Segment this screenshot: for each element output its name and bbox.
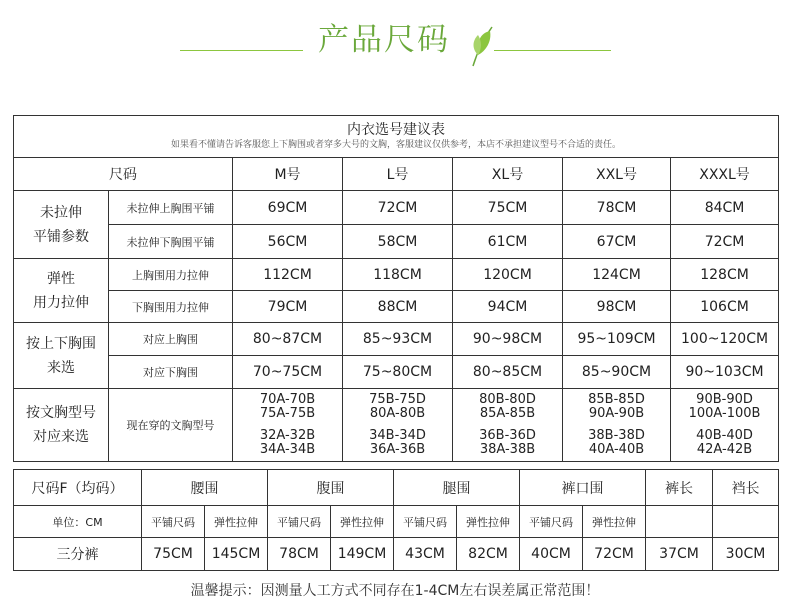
leaf-icon (468, 25, 496, 69)
row-label: 下胸围用力拉伸 (109, 291, 233, 323)
table-cell: 80B-80D 85A-85B 36B-36D 38A-38B (453, 389, 563, 462)
size-col-l: L号 (343, 158, 453, 191)
table-row (14, 259, 779, 291)
size-col-xl: XL号 (453, 158, 563, 191)
page-header (0, 0, 790, 95)
table-cell: 72CM (583, 538, 646, 571)
table-row (14, 191, 779, 225)
table-cell: 70A-70B 75A-75B 32A-32B 34A-34B (233, 389, 343, 462)
table-cell: 94CM (453, 291, 563, 323)
table-cell: 78CM (563, 191, 671, 225)
table-cell: 95~109CM (563, 323, 671, 356)
size-header: 尺码 (14, 158, 233, 191)
sub-label: 弹性拉伸 (457, 506, 520, 538)
table-cell: 80~85CM (453, 356, 563, 389)
table-cell: 85~93CM (343, 323, 453, 356)
row-label: 未拉伸下胸围平铺 (109, 225, 233, 259)
table-cell: 90~98CM (453, 323, 563, 356)
table-cell: 75CM (142, 538, 205, 571)
size-col-xxl: XXL号 (563, 158, 671, 191)
group-label: 按上下胸围 来选 (14, 323, 109, 389)
row-label: 未拉伸上胸围平铺 (109, 191, 233, 225)
table-cell: 98CM (563, 291, 671, 323)
bra-table-heading (14, 116, 779, 158)
table-row (14, 389, 779, 462)
sub-label: 平铺尺码 (142, 506, 205, 538)
table-row (14, 291, 779, 323)
pants-size-table (13, 469, 779, 571)
bra-size-table (13, 115, 779, 462)
size-col-xxxl: XXXL号 (671, 158, 779, 191)
table-cell: 85~90CM (563, 356, 671, 389)
table-cell: 84CM (671, 191, 779, 225)
measurement-note: 温馨提示：因测量人工方式不同存在1-4CM左右误差属正常范围！ (190, 583, 600, 599)
table-cell: 30CM (713, 538, 779, 571)
table-cell: 37CM (646, 538, 713, 571)
table-row (14, 225, 779, 259)
table-row (14, 356, 779, 389)
sub-label: 平铺尺码 (268, 506, 331, 538)
table-cell: 112CM (233, 259, 343, 291)
col-rise: 裆长 (713, 470, 779, 506)
table-cell: 78CM (268, 538, 331, 571)
sub-label: 弹性拉伸 (331, 506, 394, 538)
size-col-m: M号 (233, 158, 343, 191)
sub-label: 平铺尺码 (394, 506, 457, 538)
table-cell: 88CM (343, 291, 453, 323)
row-label: 上胸围用力拉伸 (109, 259, 233, 291)
table-cell: 145CM (205, 538, 268, 571)
table-cell: 80~87CM (233, 323, 343, 356)
table-cell: 70~75CM (233, 356, 343, 389)
bra-table-title: 内衣选号建议表 (347, 122, 446, 138)
empty-cell (646, 506, 713, 538)
sub-label: 平铺尺码 (520, 506, 583, 538)
row-label: 对应上胸围 (109, 323, 233, 356)
group-label: 按文胸型号 对应来选 (14, 389, 109, 462)
table-cell: 120CM (453, 259, 563, 291)
pants-size-header: 尺码F（均码） (14, 470, 142, 506)
header-left-rule (180, 50, 303, 51)
empty-cell (713, 506, 779, 538)
table-cell: 118CM (343, 259, 453, 291)
table-cell: 40CM (520, 538, 583, 571)
bra-table-subtitle: 如果看不懂请告诉客服您上下胸围或者穿多大号的文胸，客服建议仅供参考，本店不承担建议型号不合适的责任。 (171, 140, 622, 150)
table-cell: 67CM (563, 225, 671, 259)
table-cell: 106CM (671, 291, 779, 323)
table-cell: 124CM (563, 259, 671, 291)
sub-label: 弹性拉伸 (205, 506, 268, 538)
table-cell: 85B-85D 90A-90B 38B-38D 40A-40B (563, 389, 671, 462)
col-waist: 腰围 (142, 470, 268, 506)
table-cell: 43CM (394, 538, 457, 571)
group-label: 未拉伸 平铺参数 (14, 191, 109, 259)
table-cell: 72CM (343, 191, 453, 225)
table-cell: 75B-75D 80A-80B 34B-34D 36A-36B (343, 389, 453, 462)
row-label: 三分裤 (14, 538, 142, 571)
sub-label: 弹性拉伸 (583, 506, 646, 538)
unit-label: 单位：CM (14, 506, 142, 538)
table-row (14, 323, 779, 356)
table-cell: 79CM (233, 291, 343, 323)
col-length: 裤长 (646, 470, 713, 506)
row-label: 对应下胸围 (109, 356, 233, 389)
group-label: 弹性 用力拉伸 (14, 259, 109, 323)
table-cell: 100~120CM (671, 323, 779, 356)
table-cell: 61CM (453, 225, 563, 259)
table-row (14, 538, 779, 571)
table-cell: 149CM (331, 538, 394, 571)
table-cell: 72CM (671, 225, 779, 259)
page-title: 产品尺码 (318, 22, 450, 58)
table-cell: 69CM (233, 191, 343, 225)
table-cell: 128CM (671, 259, 779, 291)
table-cell: 90B-90D 100A-100B 40B-40D 42A-42B (671, 389, 779, 462)
table-cell: 56CM (233, 225, 343, 259)
table-cell: 90~103CM (671, 356, 779, 389)
table-cell: 58CM (343, 225, 453, 259)
header-right-rule (494, 50, 611, 51)
table-cell: 82CM (457, 538, 520, 571)
col-thigh: 腿围 (394, 470, 520, 506)
table-cell: 75~80CM (343, 356, 453, 389)
row-label: 现在穿的文胸型号 (109, 389, 233, 462)
col-abdomen: 腹围 (268, 470, 394, 506)
table-cell: 75CM (453, 191, 563, 225)
col-hem: 裤口围 (520, 470, 646, 506)
